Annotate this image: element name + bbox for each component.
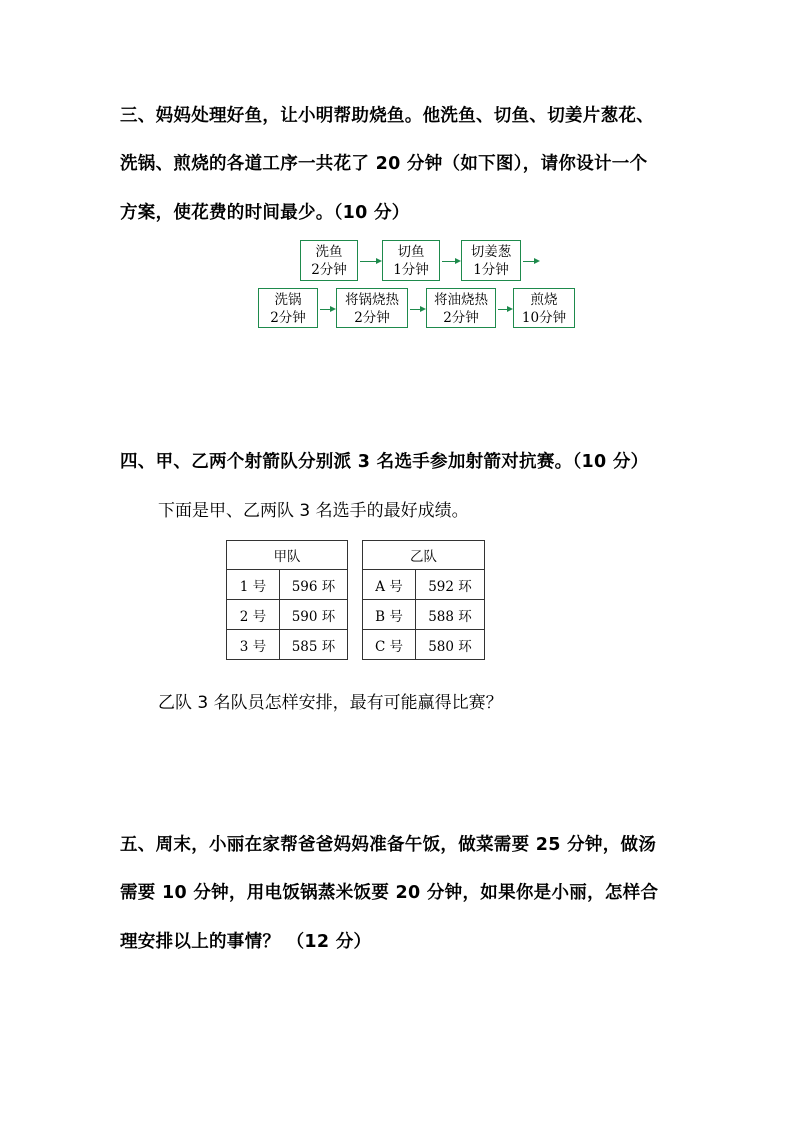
- player-score: 580 环: [416, 630, 485, 660]
- flow-step-name: 将锅烧热: [345, 292, 399, 308]
- player-score: 588 环: [416, 600, 485, 630]
- table-row: [363, 600, 485, 630]
- arrow-icon: [498, 309, 511, 310]
- q3-line-2: 洗锅、煎烧的各道工序一共花了 20 分钟（如下图），请你设计一个: [120, 154, 648, 174]
- arrow-icon: [360, 261, 380, 262]
- flow-step-time: 10分钟: [521, 310, 567, 326]
- flow-box-heat-pot: [336, 288, 408, 328]
- player-score: 592 环: [416, 570, 485, 600]
- flow-step-name: 洗鱼: [315, 244, 343, 260]
- table-row: [363, 570, 485, 600]
- flow-step-time: 1分钟: [393, 262, 429, 278]
- q4-title: 四、甲、乙两个射箭队分别派 3 名选手参加射箭对抗赛。（10 分）: [120, 452, 649, 472]
- arrow-icon: [523, 261, 538, 262]
- flow-box-cut-ginger: [461, 240, 521, 281]
- arrow-icon: [442, 261, 459, 262]
- flow-step-name: 洗锅: [274, 292, 302, 308]
- player-score: 596 环: [280, 570, 348, 600]
- flow-step-time: 2分钟: [443, 310, 479, 326]
- flow-step-name: 煎烧: [530, 292, 558, 308]
- flow-step-time: 2分钟: [270, 310, 306, 326]
- player-id: A 号: [363, 570, 416, 600]
- flow-step-name: 切姜葱: [470, 244, 512, 260]
- arrow-icon: [410, 309, 424, 310]
- flow-step-time: 2分钟: [354, 310, 390, 326]
- q5-line-2: 需要 10 分钟，用电饭锅蒸米饭要 20 分钟，如果你是小丽，怎样合: [120, 883, 659, 903]
- arrow-icon: [320, 309, 334, 310]
- player-score: 590 环: [280, 600, 348, 630]
- team-b-header: 乙队: [363, 541, 485, 570]
- player-id: 2 号: [227, 600, 280, 630]
- flow-box-wash-pot: [258, 288, 318, 328]
- q3-line-3: 方案，使花费的时间最少。（10 分）: [120, 203, 410, 223]
- flow-step-time: 2分钟: [311, 262, 347, 278]
- q4-intro: 下面是甲、乙两队 3 名选手的最好成绩。: [158, 501, 469, 521]
- flow-step-time: 1分钟: [473, 262, 509, 278]
- player-id: B 号: [363, 600, 416, 630]
- flow-box-fry: [513, 288, 575, 328]
- team-b-table: [362, 540, 485, 660]
- player-id: 1 号: [227, 570, 280, 600]
- table-row: [363, 630, 485, 660]
- player-id: C 号: [363, 630, 416, 660]
- table-row: [227, 630, 348, 660]
- q3-line-1: 三、妈妈处理好鱼，让小明帮助烧鱼。他洗鱼、切鱼、切姜片葱花、: [120, 106, 654, 126]
- team-a-table: [226, 540, 348, 660]
- table-row: [227, 570, 348, 600]
- q4-question: 乙队 3 名队员怎样安排，最有可能赢得比赛？: [158, 693, 503, 713]
- flow-box-cut-fish: [382, 240, 440, 281]
- player-score: 585 环: [280, 630, 348, 660]
- q5-line-3: 理安排以上的事情？ （12 分）: [120, 932, 372, 952]
- flow-box-wash-fish: [300, 240, 358, 281]
- flow-step-name: 将油烧热: [434, 292, 488, 308]
- player-id: 3 号: [227, 630, 280, 660]
- flow-step-name: 切鱼: [397, 244, 425, 260]
- q5-line-1: 五、周末，小丽在家帮爸爸妈妈准备午饭，做菜需要 25 分钟，做汤: [120, 835, 657, 855]
- flow-box-heat-oil: [426, 288, 496, 328]
- team-a-header: 甲队: [227, 541, 348, 570]
- table-row: [227, 600, 348, 630]
